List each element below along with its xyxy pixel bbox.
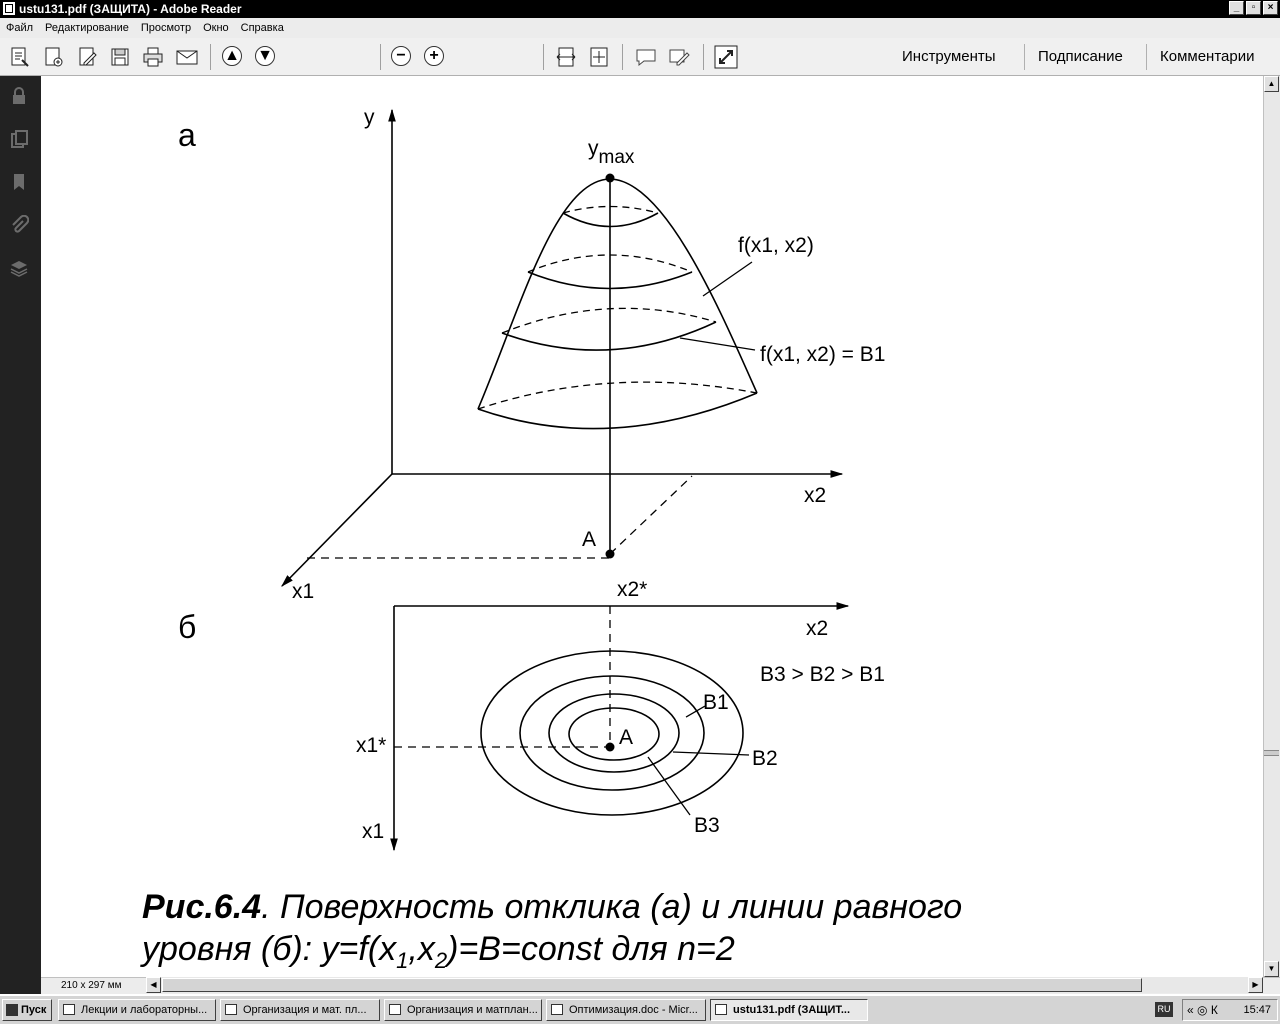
minimize-button[interactable]: _ bbox=[1229, 1, 1244, 15]
lock-icon[interactable] bbox=[9, 86, 29, 106]
level-curve-back bbox=[502, 308, 716, 333]
caption-formula-mid: ,x bbox=[408, 930, 435, 968]
pdf-app-icon bbox=[3, 2, 15, 15]
level-curve bbox=[502, 322, 716, 350]
start-button[interactable]: Пуск bbox=[2, 999, 52, 1021]
previous-page-icon[interactable]: ▲ bbox=[222, 46, 242, 66]
zoom-out-icon[interactable]: − bbox=[391, 46, 411, 66]
edit-document-icon[interactable] bbox=[76, 45, 100, 69]
x2-label-a: x2 bbox=[804, 484, 827, 507]
create-pdf-icon[interactable] bbox=[8, 45, 32, 69]
scroll-left-icon[interactable]: ◀ bbox=[146, 977, 161, 993]
comments-tab[interactable]: Комментарии bbox=[1160, 48, 1255, 65]
y-axis-label: y bbox=[364, 106, 375, 129]
close-button[interactable]: × bbox=[1263, 1, 1278, 15]
figure-caption-line2 bbox=[142, 930, 735, 974]
caption-formula-start: уровня (б): y=f(x bbox=[142, 930, 397, 968]
email-icon[interactable] bbox=[175, 45, 199, 69]
ymax-base: y bbox=[588, 137, 599, 160]
taskbar-item-adobe-reader[interactable]: ustu131.pdf (ЗАЩИТ... bbox=[710, 999, 868, 1021]
contour-ellipse bbox=[569, 708, 659, 760]
toolbar-divider bbox=[622, 44, 623, 70]
figure-caption-line1 bbox=[142, 888, 962, 927]
point-a-contour-label: A bbox=[619, 726, 634, 749]
taskbar-item-org-mat[interactable]: Организация и мат. пл... bbox=[220, 999, 380, 1021]
menu-edit[interactable]: Редактирование bbox=[45, 22, 129, 34]
vertical-scrollbar[interactable] bbox=[1263, 76, 1280, 978]
scroll-right-icon[interactable]: ▶ bbox=[1248, 977, 1263, 993]
scroll-thumb[interactable] bbox=[1264, 750, 1279, 756]
taskbar bbox=[0, 995, 1280, 1024]
document-page bbox=[41, 76, 1263, 977]
caption-sub-2: 2 bbox=[434, 947, 448, 973]
level-set-label: f(x1, x2) = B1 bbox=[760, 343, 886, 366]
highlight-icon[interactable] bbox=[667, 45, 691, 69]
title-bar bbox=[0, 0, 1280, 18]
clock: 15:47 bbox=[1243, 1004, 1271, 1016]
x2-star-label: x2* bbox=[617, 578, 648, 601]
fit-page-icon[interactable] bbox=[587, 45, 611, 69]
inequality-label: B3 > B2 > B1 bbox=[760, 663, 885, 686]
b3-label: B3 bbox=[694, 814, 720, 837]
taskbar-item-lectures[interactable]: Лекции и лабораторны... bbox=[58, 999, 216, 1021]
scroll-down-icon[interactable]: ▼ bbox=[1264, 961, 1279, 977]
language-indicator[interactable]: RU bbox=[1155, 1002, 1173, 1017]
projection-x2 bbox=[610, 476, 692, 554]
toolbar-divider bbox=[380, 44, 381, 70]
scroll-up-icon[interactable]: ▲ bbox=[1264, 76, 1279, 92]
point-a-contour bbox=[606, 743, 615, 752]
level-curve-back bbox=[478, 382, 757, 409]
fit-width-icon[interactable] bbox=[554, 45, 578, 69]
zoom-in-icon[interactable]: + bbox=[424, 46, 444, 66]
taskbar-item-org-matplan[interactable]: Организация и матплан... bbox=[384, 999, 542, 1021]
horizontal-scroll-thumb[interactable] bbox=[162, 978, 1142, 992]
combine-icon[interactable] bbox=[42, 45, 66, 69]
toolbar-divider bbox=[543, 44, 544, 70]
menu-bar bbox=[0, 18, 1280, 38]
taskbar-item-optimization-doc[interactable]: Оптимизация.doc - Micr... bbox=[546, 999, 706, 1021]
system-tray bbox=[1182, 999, 1278, 1021]
comment-icon[interactable] bbox=[634, 45, 658, 69]
panel-label-b: б bbox=[178, 609, 197, 645]
save-icon[interactable] bbox=[108, 45, 132, 69]
caption-figure-number: Рис.6.4 bbox=[142, 888, 262, 926]
next-page-icon[interactable]: ▼ bbox=[255, 46, 275, 66]
panel-label-a: а bbox=[178, 117, 196, 153]
max-point bbox=[606, 174, 615, 183]
x1-star-label: x1* bbox=[356, 734, 387, 757]
toolbar-divider bbox=[210, 44, 211, 70]
caption-formula-end: )=B=const для n=2 bbox=[447, 930, 735, 968]
b2-leader-line bbox=[673, 752, 749, 755]
menu-help[interactable]: Справка bbox=[240, 22, 284, 34]
page-size-label: 210 x 297 мм bbox=[61, 980, 122, 991]
contour-ellipse bbox=[520, 676, 704, 790]
surface-leader-line bbox=[703, 262, 752, 296]
x2-label-b: x2 bbox=[806, 617, 829, 640]
attachment-icon[interactable] bbox=[9, 215, 29, 235]
toolbar-divider bbox=[703, 44, 704, 70]
layers-icon[interactable] bbox=[9, 258, 29, 278]
fullscreen-icon[interactable] bbox=[714, 45, 738, 69]
navigation-panel bbox=[0, 76, 41, 994]
surface-outline bbox=[478, 179, 757, 409]
menu-file[interactable]: Файл bbox=[6, 22, 34, 34]
ymax-label bbox=[588, 137, 635, 168]
pages-icon[interactable] bbox=[9, 129, 29, 149]
caption-text: . Поверхность отклика (а) и линии равного bbox=[261, 888, 963, 926]
b1-label: B1 bbox=[703, 691, 729, 714]
b2-label: B2 bbox=[752, 747, 778, 770]
level-curve bbox=[478, 393, 757, 429]
bookmark-icon[interactable] bbox=[9, 172, 29, 192]
point-a-label: A bbox=[582, 528, 597, 551]
print-icon[interactable] bbox=[141, 45, 165, 69]
tools-tab[interactable]: Инструменты bbox=[902, 48, 996, 65]
tray-icons[interactable]: « ◎ К bbox=[1187, 1003, 1218, 1017]
menu-view[interactable]: Просмотр bbox=[140, 22, 192, 34]
x1-label-b: x1 bbox=[362, 820, 385, 843]
surface-label: f(x1, x2) bbox=[738, 234, 814, 257]
x1-axis-a bbox=[282, 474, 392, 586]
sign-tab[interactable]: Подписание bbox=[1038, 48, 1123, 65]
point-a bbox=[606, 550, 615, 559]
caption-sub-1: 1 bbox=[396, 947, 409, 973]
level-leader-line bbox=[680, 338, 755, 350]
menu-window[interactable]: Окно bbox=[203, 22, 229, 34]
restore-button[interactable]: ▫ bbox=[1246, 1, 1261, 15]
x1-label-a: x1 bbox=[292, 580, 315, 603]
horizontal-scrollbar[interactable] bbox=[146, 977, 1263, 993]
figure-6-4 bbox=[41, 76, 1263, 977]
window-title: ustu131.pdf (ЗАЩИТА) - Adobe Reader bbox=[19, 2, 242, 16]
ymax-sub: max bbox=[598, 147, 635, 168]
